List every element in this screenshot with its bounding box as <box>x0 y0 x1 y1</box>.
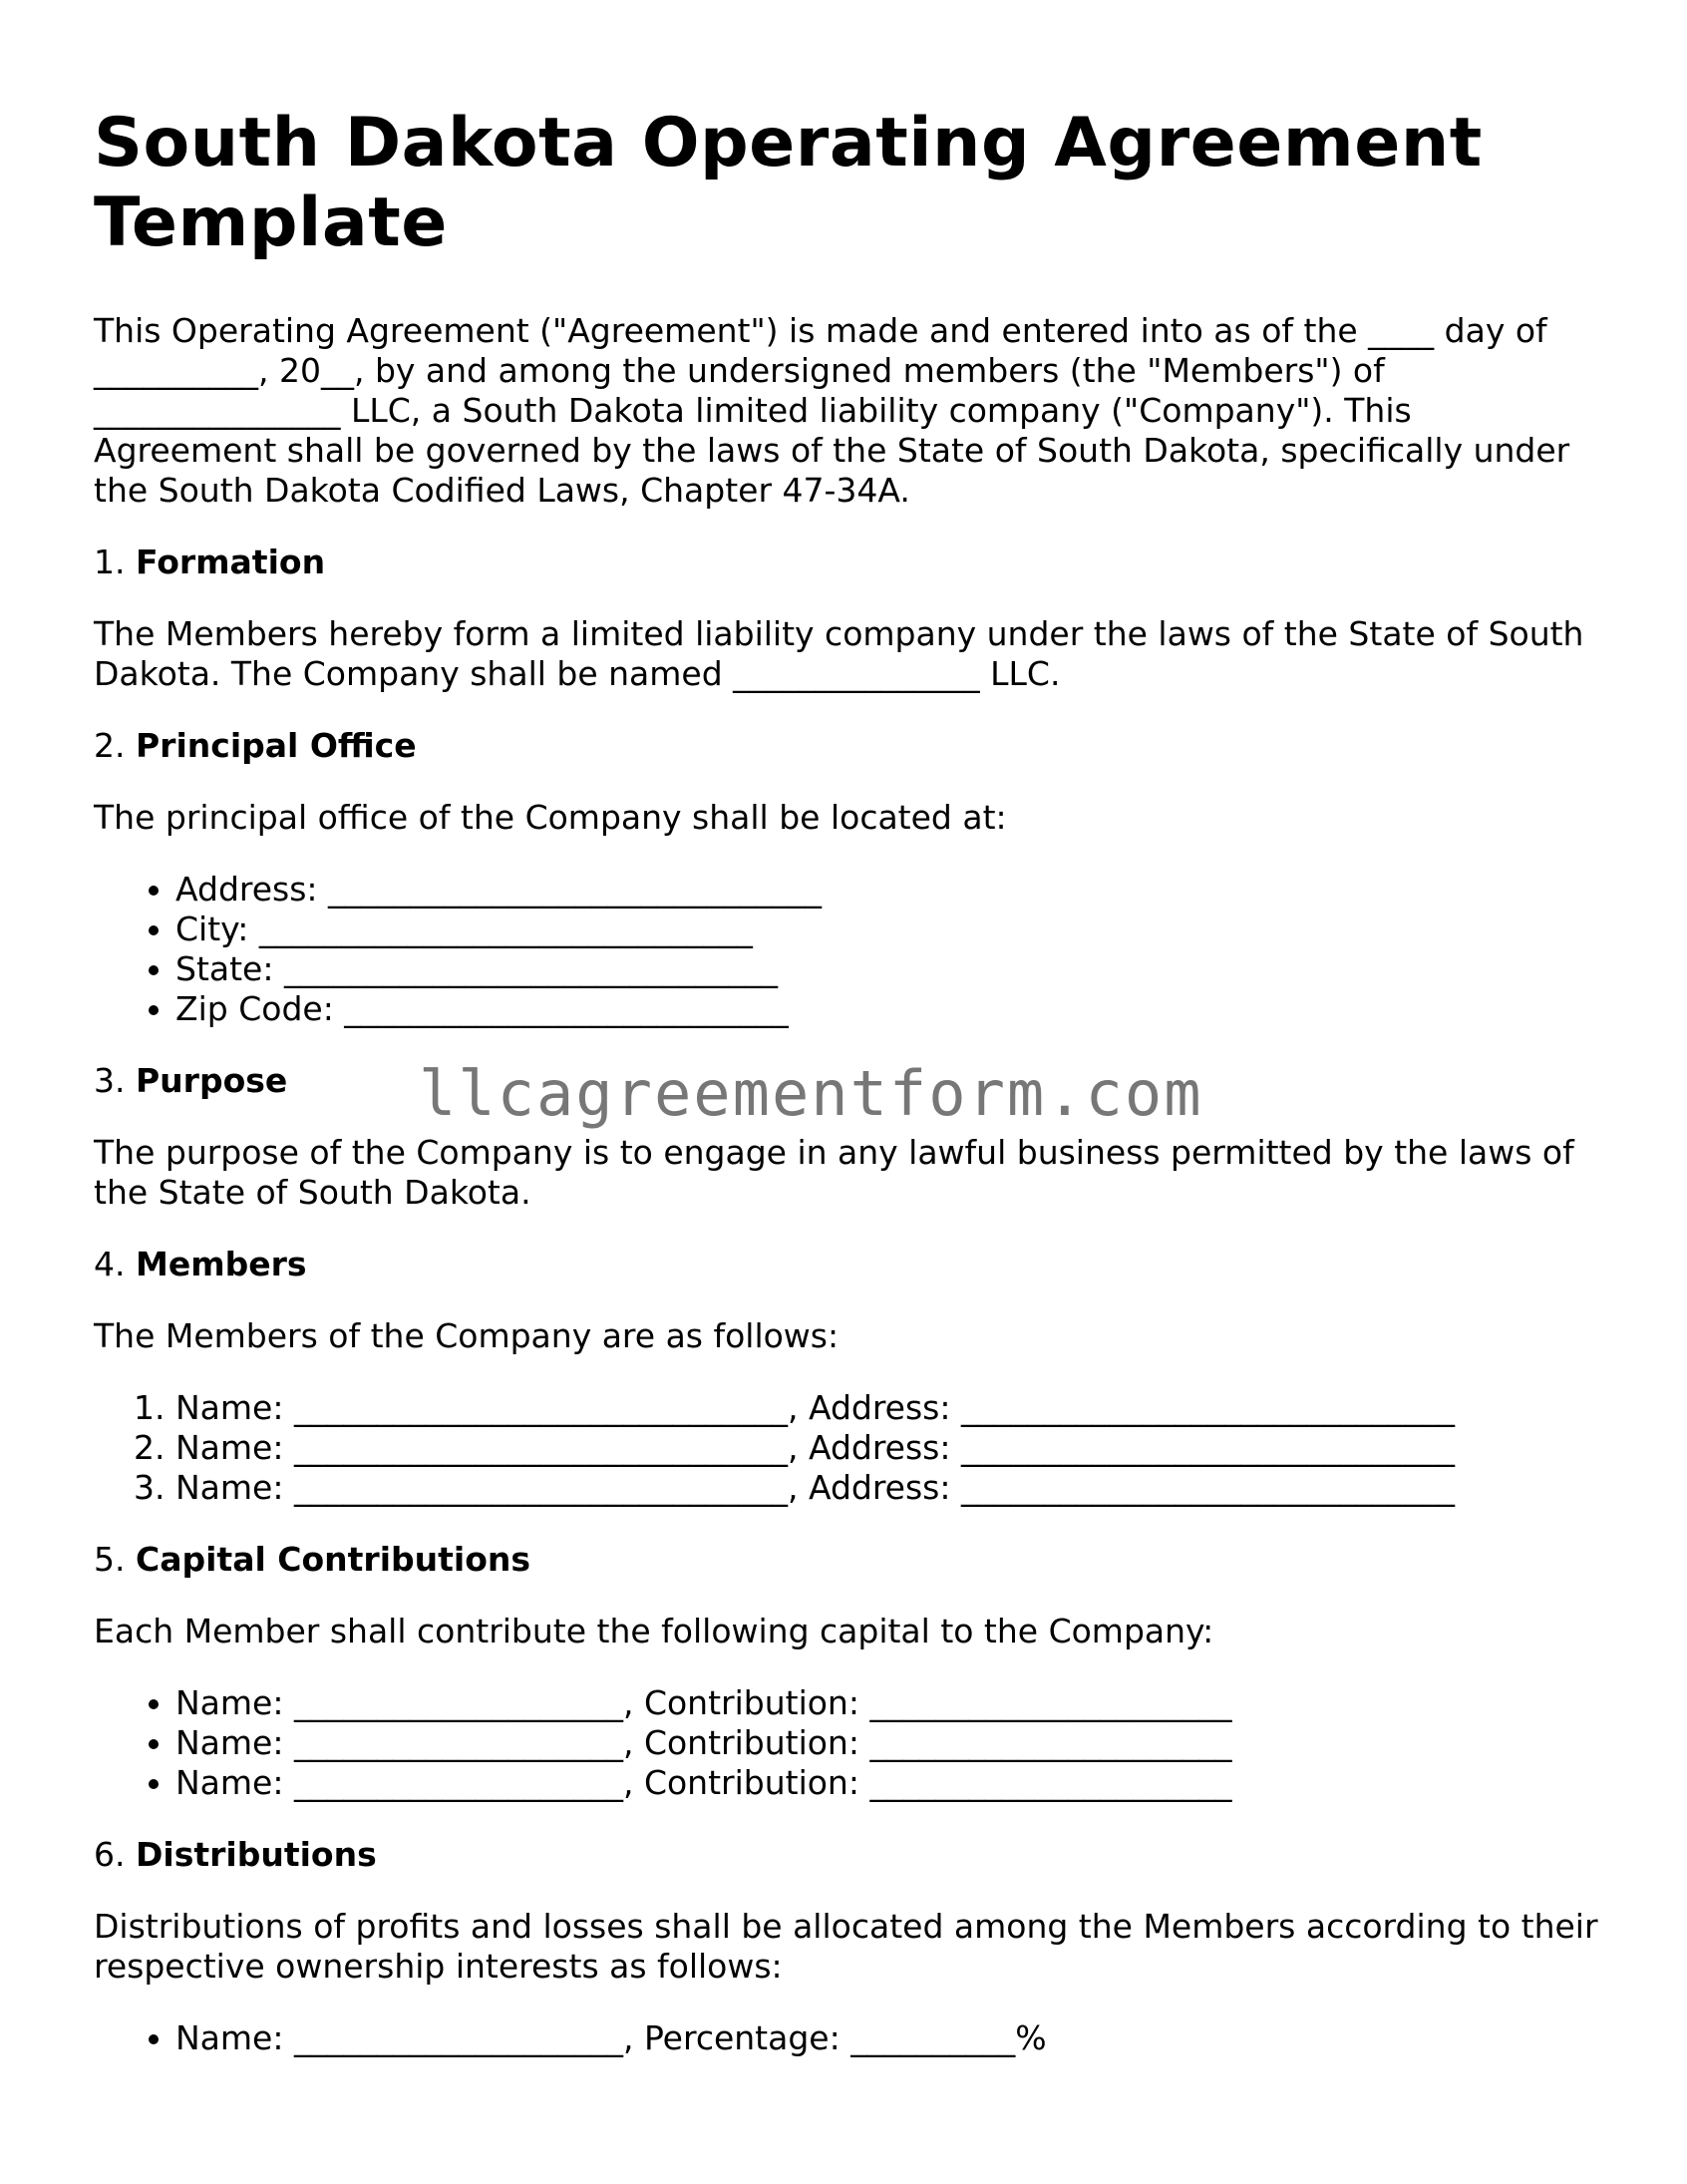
members-list <box>94 1388 1599 1508</box>
intro-paragraph: This Operating Agreement ("Agreement") is made and entered into as of the ____ day of __________, 20__, by and among the undersigned members (the "Members") of _______________ LLC, a South Dakota limited liability company ("Company"). This Agreement shall be governed by the laws of the State of South Dakota, specifically under the South Dakota Codified Laws, Chapter 47-34A. <box>94 311 1570 510</box>
section-title: Formation <box>136 543 326 581</box>
section-members-heading <box>94 1245 1599 1284</box>
section-purpose-text: The purpose of the Company is to engage in any lawful business permitted by the laws of the State of South Dakota. <box>94 1133 1574 1212</box>
section-members-text: The Members of the Company are as follows: <box>94 1316 840 1355</box>
section-number: 4. <box>94 1245 126 1283</box>
list-item-address: • Address: ______________________________ <box>175 870 1599 910</box>
section-title: Capital Contributions <box>136 1540 531 1579</box>
section-formation-heading <box>94 543 1599 582</box>
distributions-list <box>94 2018 1599 2058</box>
section-principal-office-text: The principal office of the Company shall be located at: <box>94 798 1007 837</box>
list-item: • Name: ____________________, Contribution: ______________________ <box>175 1723 1599 1763</box>
section-distributions-text: Distributions of profits and losses shall be allocated among the Members according to their respective ownership interests as follows: <box>94 1907 1598 1986</box>
section-title: Principal Office <box>136 726 417 765</box>
list-item: • Name: ____________________, Contribution: ______________________ <box>175 1763 1599 1803</box>
list-item-city: • City: ______________________________ <box>175 910 1599 949</box>
list-item: • Name: ____________________, Percentage: __________% <box>175 2018 1599 2058</box>
list-item: 2. Name: ______________________________, Address: ______________________________ <box>175 1428 1599 1468</box>
list-item: 1. Name: ______________________________, Address: ______________________________ <box>175 1388 1599 1428</box>
section-formation-text: The Members hereby form a limited liability company under the laws of the State of South Dakota. The Company shall be named _______________ LLC. <box>94 614 1584 693</box>
list-item-zip: • Zip Code: ___________________________ <box>175 989 1599 1029</box>
capital-list <box>94 1683 1599 1803</box>
section-number: 3. <box>94 1061 126 1100</box>
list-item-state: • State: ______________________________ <box>175 949 1599 989</box>
section-title: Distributions <box>136 1835 377 1874</box>
section-number: 5. <box>94 1540 126 1579</box>
section-principal-office-heading <box>94 726 1599 766</box>
section-number: 6. <box>94 1835 126 1874</box>
list-item: 3. Name: ______________________________, Address: ______________________________ <box>175 1468 1599 1508</box>
section-distributions-heading <box>94 1835 1599 1875</box>
principal-office-list <box>94 870 1599 1029</box>
watermark: llcagreementform.com <box>419 1057 1203 1130</box>
section-title: Members <box>136 1245 307 1283</box>
page-title: South Dakota Operating Agreement Template <box>94 104 1483 262</box>
section-number: 2. <box>94 726 126 765</box>
section-capital-text: Each Member shall contribute the following capital to the Company: <box>94 1612 1214 1650</box>
list-item: • Name: ____________________, Contribution: ______________________ <box>175 1683 1599 1723</box>
section-title: Purpose <box>136 1061 288 1100</box>
section-number: 1. <box>94 543 126 581</box>
section-capital-heading <box>94 1540 1599 1580</box>
